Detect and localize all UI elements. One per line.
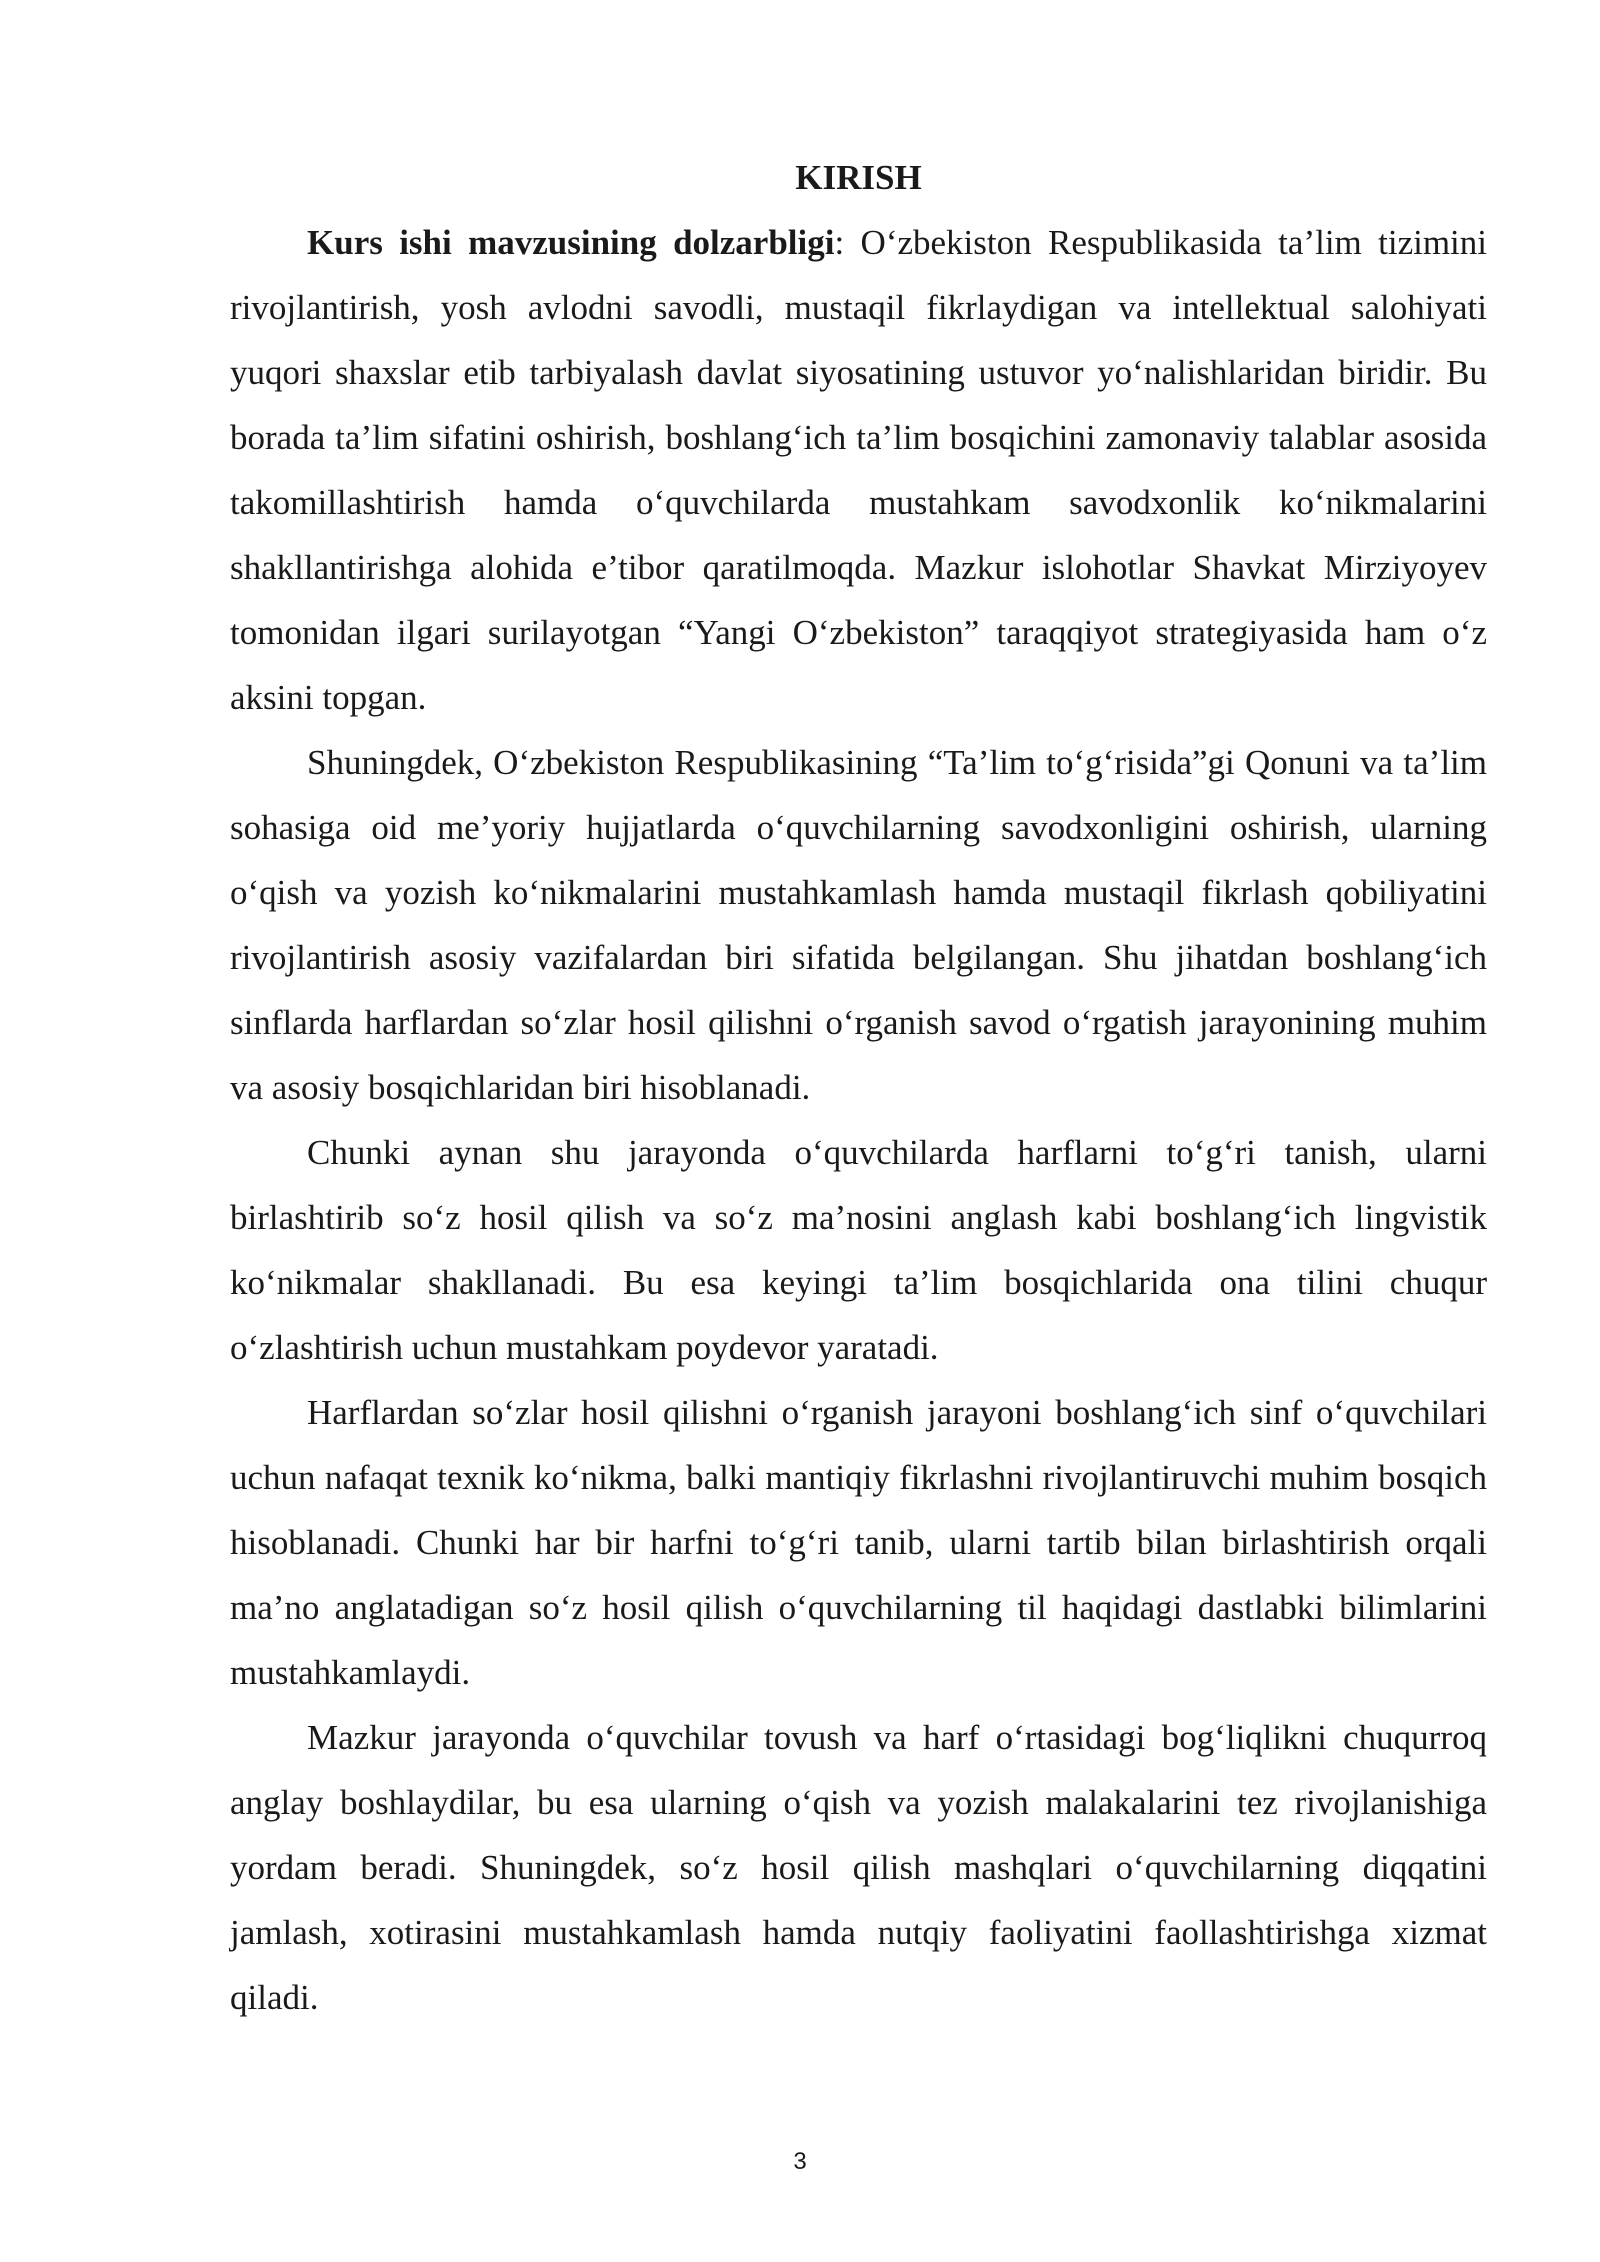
paragraph-1-text: : O‘zbekiston Respublikasida ta’lim tizimini rivojlantirish, yosh avlodni savodli, mustaqil fikrlaydigan va intellektual salohiyati yuqori shaxslar etib tarbiyalash davlat siyosatining ustuvor yo‘nalishlaridan biridir. Bu borada ta’lim sifatini oshirish, boshlang‘ich ta’lim bosqichini zamonaviy talablar asosida takomillashtirish hamda o‘quvchilarda mustahkam savodxonlik ko‘nikmalarini shakllantirishga alohida e’tibor qaratilmoqda. Mazkur islohotlar Shavkat Mirziyoyev tomonidan ilgari surilayotgan “Yangi O‘zbekiston” taraqqiyot strategiyasida ham o‘z aksini topgan. xyxy=(230,223,1487,717)
paragraph-2: Shuningdek, O‘zbekiston Respublikasining “Ta’lim to‘g‘risida”gi Qonuni va ta’lim sohasiga oid me’yoriy hujjatlarda o‘quvchilarning savodxonligini oshirish, ularning o‘qish va yozish ko‘nikmalarini mustahkamlash hamda mustaqil fikrlash qobiliyatini rivojlantirish asosiy vazifalardan biri sifatida belgilangan. Shu jihatdan boshlang‘ich sinflarda harflardan so‘zlar hosil qilishni o‘rganish savod o‘rgatish jarayonining muhim va asosiy bosqichlaridan biri hisoblanadi. xyxy=(230,743,1487,1107)
page-number: 3 xyxy=(793,2148,807,2175)
paragraph-1 xyxy=(230,210,1487,730)
paragraph-5: Mazkur jarayonda o‘quvchilar tovush va harf o‘rtasidagi bog‘liqlikni chuqurroq anglay boshlaydilar, bu esa ularning o‘qish va yozish malakalarini tez rivojlanishiga yordam beradi. Shuningdek, so‘z hosil qilish mashqlari o‘quvchilarning diqqatini jamlash, xotirasini mustahkamlash hamda nutqiy faoliyatini faollashtirishga xizmat qiladi. xyxy=(230,1718,1487,2017)
paragraph-1-lead: Kurs ishi mavzusining dolzarbligi xyxy=(307,223,835,262)
paragraph-3: Chunki aynan shu jarayonda o‘quvchilarda harflarni to‘g‘ri tanish, ularni birlashtirib so‘z hosil qilish va so‘z ma’nosini anglash kabi boshlang‘ich lingvistik ko‘nikmalar shakllanadi. Bu esa keyingi ta’lim bosqichlarida ona tilini chuqur o‘zlashtirish uchun mustahkam poydevor yaratadi. xyxy=(230,1133,1487,1367)
page-title: KIRISH xyxy=(795,158,922,197)
paragraph-4: Harflardan so‘zlar hosil qilishni o‘rganish jarayoni boshlang‘ich sinf o‘quvchilari uchun nafaqat texnik ko‘nikma, balki mantiqiy fikrlashni rivojlantiruvchi muhim bosqich hisoblanadi. Chunki har bir harfni to‘g‘ri tanib, ularni tartib bilan birlashtirish orqali ma’no anglatadigan so‘z hosil qilish o‘quvchilarning til haqidagi dastlabki bilimlarini mustahkamlaydi. xyxy=(230,1393,1487,1692)
page-content xyxy=(230,145,1487,2030)
